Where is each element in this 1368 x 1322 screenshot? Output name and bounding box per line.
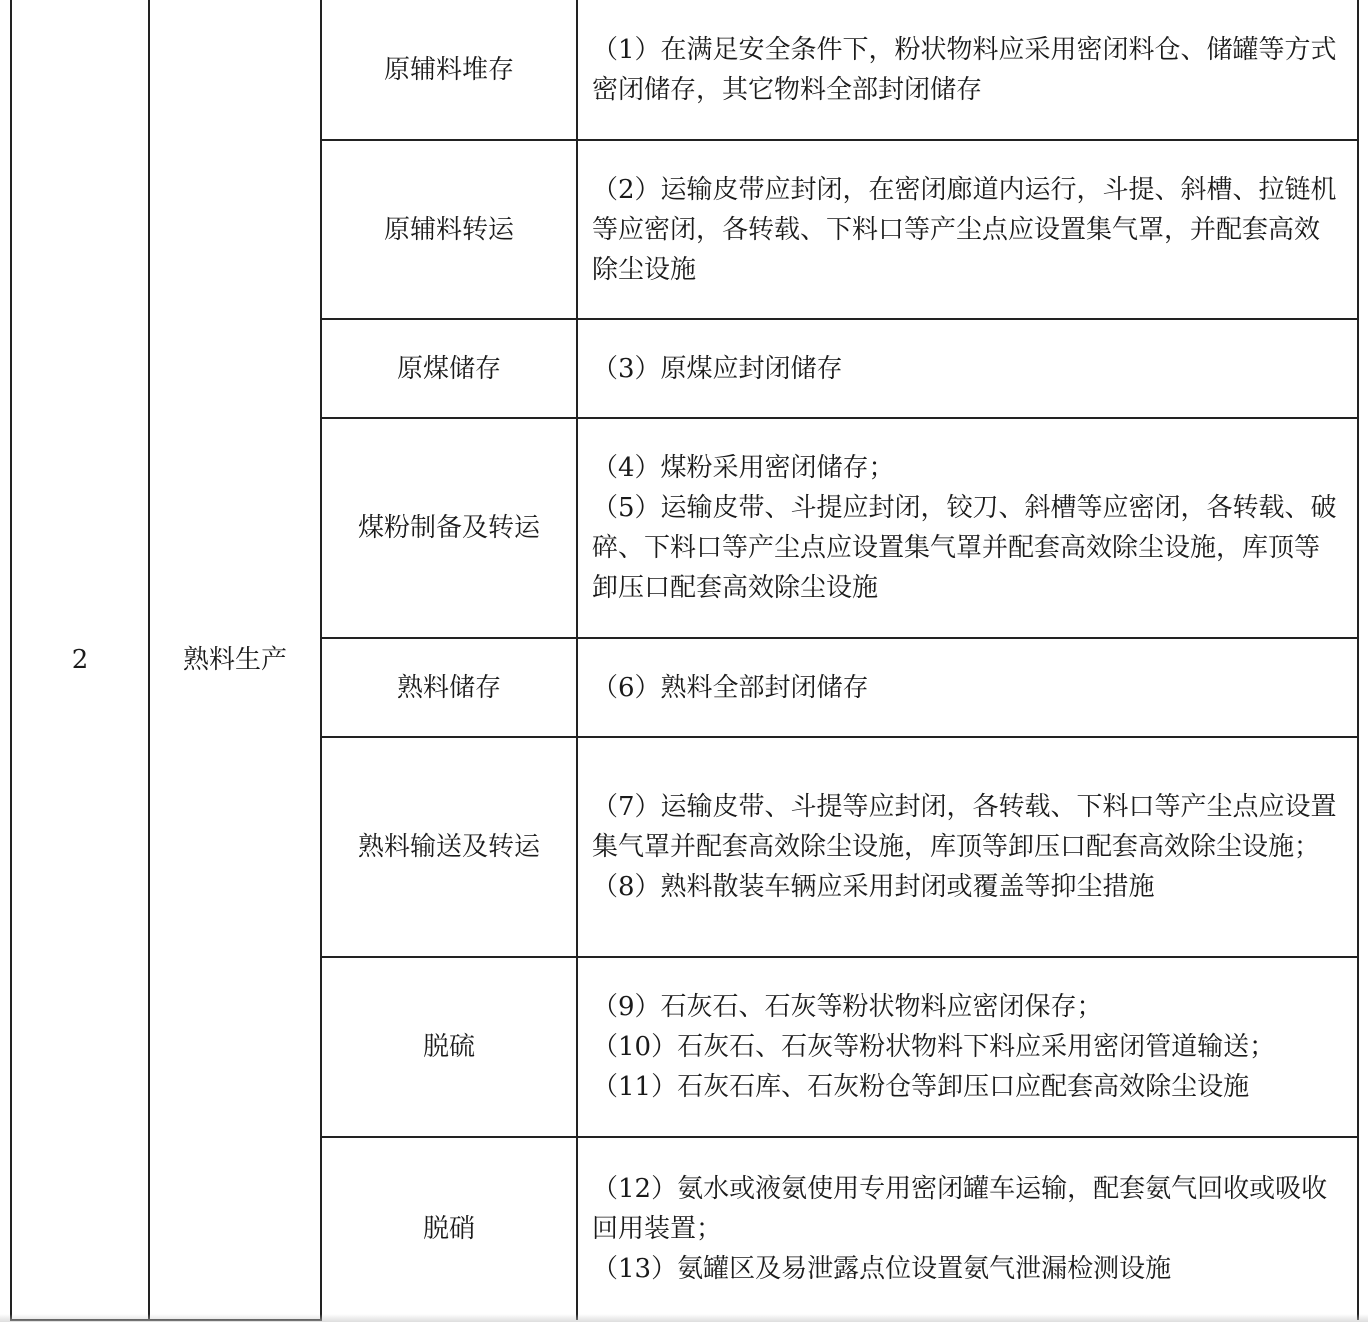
requirement-text: （8）熟料散装车辆应采用封闭或覆盖等抑尘措施 — [592, 872, 1155, 902]
requirement-text: （13）氨罐区及易泄露点位设置氨气泄漏检测设施 — [592, 1254, 1172, 1284]
link-cell: 脱硫 — [321, 957, 577, 1137]
link-cell: 原煤储存 — [321, 319, 577, 418]
bottom-edge-shadow — [0, 1314, 1368, 1322]
requirement-text: （11）石灰石库、石灰粉仓等卸压口应配套高效除尘设施 — [592, 1072, 1250, 1102]
requirement-cell — [577, 638, 1358, 737]
requirement-text: （12）氨水或液氨使用专用密闭罐车运输，配套氨气回收或吸收回用装置； — [592, 1174, 1328, 1244]
requirement-cell — [577, 0, 1358, 140]
link-cell: 熟料输送及转运 — [321, 737, 577, 957]
requirement-text: （2）运输皮带应封闭，在密闭廊道内运行，斗提、斜槽、拉链机等应密闭，各转载、下料口等产尘点应设置集气罩，并配套高效除尘设施 — [592, 174, 1337, 285]
process-cell: 熟料生产 — [149, 0, 321, 1320]
requirement-text: （6）熟料全部封闭储存 — [592, 672, 869, 703]
requirement-text: （9）石灰石、石灰等粉状物料应密闭保存； — [592, 992, 1103, 1022]
requirement-text: （1）在满足安全条件下，粉状物料应采用密闭料仓、储罐等方式密闭储存，其它物料全部封闭储存 — [592, 34, 1337, 105]
link-cell: 熟料储存 — [321, 638, 577, 737]
link-cell: 原辅料转运 — [321, 140, 577, 319]
regulation-table — [10, 0, 1359, 1321]
row-number-cell: 2 — [11, 0, 149, 1320]
requirement-text: （4）煤粉采用密闭储存； — [592, 453, 895, 483]
link-cell: 原辅料堆存 — [321, 0, 577, 140]
requirement-text: （5）运输皮带、斗提应封闭，铰刀、斜槽等应密闭，各转载、破碎、下料口等产尘点应设置集气罩并配套高效除尘设施，库顶等卸压口配套高效除尘设施 — [592, 493, 1337, 603]
requirement-text: （3）原煤应封闭储存 — [592, 353, 843, 384]
link-cell: 脱硝 — [321, 1137, 577, 1320]
requirement-cell — [577, 418, 1358, 638]
requirement-cell — [577, 957, 1358, 1137]
link-cell: 煤粉制备及转运 — [321, 418, 577, 638]
requirement-cell — [577, 140, 1358, 319]
requirement-cell — [577, 1137, 1358, 1320]
requirement-cell — [577, 319, 1358, 418]
requirement-cell — [577, 737, 1358, 957]
table-row — [11, 0, 1358, 140]
regulation-table-body — [11, 0, 1358, 1320]
requirement-text: （7）运输皮带、斗提等应封闭，各转载、下料口等产尘点应设置集气罩并配套高效除尘设施，库顶等卸压口配套高效除尘设施； — [592, 792, 1337, 862]
requirement-text: （10）石灰石、石灰等粉状物料下料应采用密闭管道输送； — [592, 1032, 1276, 1062]
